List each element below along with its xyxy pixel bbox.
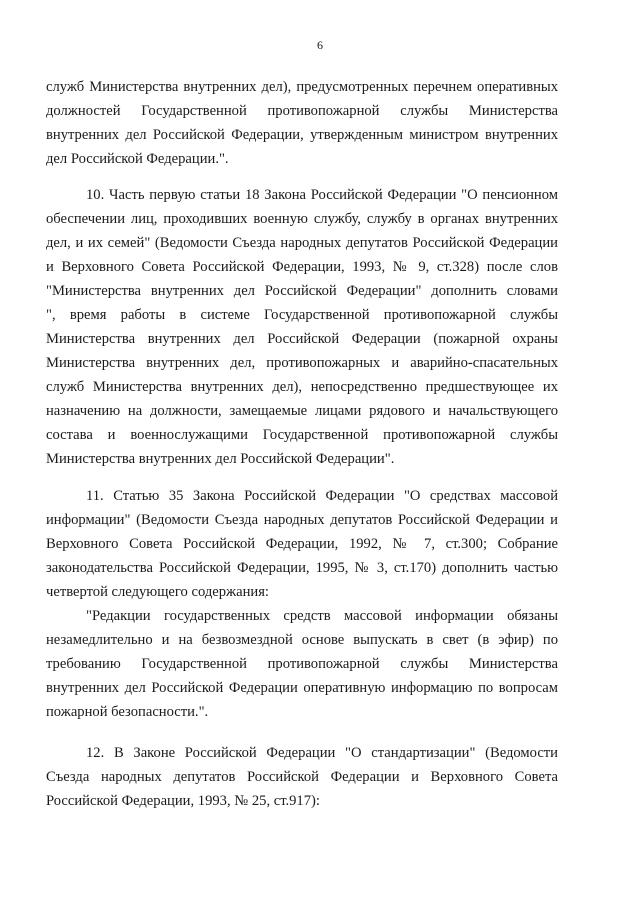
text-line: должностей Государственной противопожарной службы Министерства <box>46 103 558 119</box>
text-line: информации" (Ведомости Съезда народных депутатов Российской Федерации и <box>46 512 558 528</box>
text-line: Российской Федерации, 1993, № 25, ст.917): <box>46 793 320 809</box>
text-line: 11. Статью 35 Закона Российской Федерации "О средствах массовой <box>86 488 558 504</box>
text-line: Верховного Совета Российской Федерации, 1992, № 7, ст.300; Собрание <box>46 536 558 552</box>
text-line: дел Российской Федерации.". <box>46 151 229 167</box>
text-line: требованию Государственной противопожарной службы Министерства <box>46 656 558 672</box>
text-line: состава и военнослужащими Государственной противопожарной службы <box>46 427 558 443</box>
text-line: "Редакции государственных средств массовой информации обязаны <box>86 608 558 624</box>
text-line: служб Министерства внутренних дел), предусмотренных перечнем оперативных <box>46 79 558 95</box>
text-line: внутренних дел Российской Федерации, утвержденным министром внутренних <box>46 127 558 143</box>
text-line: внутренних дел Российской Федерации оперативную информацию по вопросам <box>46 680 558 696</box>
paragraph-item-10 <box>46 183 558 471</box>
text-line: Министерства внутренних дел Российской Федерации (пожарной охраны <box>46 331 558 347</box>
page-number: 6 <box>317 38 323 52</box>
paragraph-item-11 <box>46 484 558 724</box>
text-line: пожарной безопасности.". <box>46 704 209 720</box>
text-line: и Верховного Совета Российской Федерации, 1993, № 9, ст.328) после слов <box>46 259 558 275</box>
text-line: обеспечении лиц, проходивших военную службу, службу в органах внутренних <box>46 211 558 227</box>
text-line: законодательства Российской Федерации, 1995, № 3, ст.170) дополнить частью <box>46 560 558 576</box>
text-line: Министерства внутренних дел, противопожарных и аварийно-спасательных <box>46 355 558 371</box>
text-line: ", время работы в системе Государственной противопожарной службы <box>46 307 558 323</box>
text-line: служб Министерства внутренних дел), непосредственно предшествующее их <box>46 379 558 395</box>
text-line: Министерства внутренних дел Российской Федерации". <box>46 451 395 467</box>
text-line: Съезда народных депутатов Российской Федерации и Верховного Совета <box>46 769 558 785</box>
paragraph-continuation <box>46 75 558 171</box>
text-line: дел, и их семей" (Ведомости Съезда народных депутатов Российской Федерации <box>46 235 558 251</box>
text-line: четвертой следующего содержания: <box>46 584 269 600</box>
text-line: 12. В Законе Российской Федерации "О стандартизации" (Ведомости <box>86 745 558 761</box>
text-line: "Министерства внутренних дел Российской Федерации" дополнить словами <box>46 283 558 299</box>
text-line: 10. Часть первую статьи 18 Закона Российской Федерации "О пенсионном <box>86 187 558 203</box>
text-line: назначению на должности, замещаемые лицами рядового и начальствующего <box>46 403 558 419</box>
text-line: незамедлительно и на безвозмездной основе выпускать в свет (в эфир) по <box>46 632 558 648</box>
paragraph-item-12 <box>46 741 558 813</box>
